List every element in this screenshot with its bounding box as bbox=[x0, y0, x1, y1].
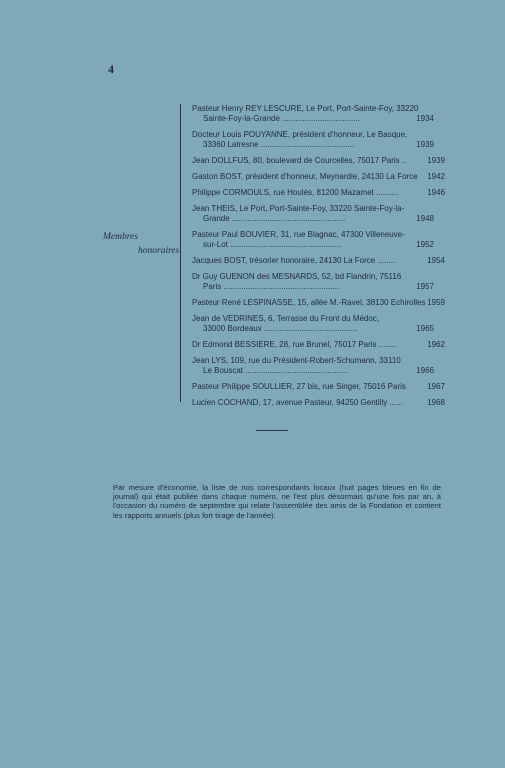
member-year: 1968 bbox=[427, 398, 445, 407]
list-item bbox=[192, 104, 444, 124]
member-line1: Gaston BOST, président d'honneur, Meynardie, 24130 La Force bbox=[192, 172, 418, 181]
member-line1: Dr Edmond BESSIERE, 28, rue Brunel, 75017 Paris ........ bbox=[192, 340, 397, 349]
separator-rule bbox=[256, 430, 288, 431]
member-line2: Sainte-Foy-la-Grande ................................... bbox=[203, 114, 360, 123]
member-line1: Jacques BOST, trésorier honoraire, 24130 La Force ........ bbox=[192, 256, 396, 265]
member-line1: Pasteur Paul BOUVIER, 31, rue Blagnac, 47300 Villeneuve- bbox=[192, 230, 405, 239]
list-item bbox=[192, 314, 444, 334]
list-item bbox=[192, 188, 444, 198]
brace-divider bbox=[180, 104, 187, 402]
member-line1: Jean THEIS, Le Port, Port-Sainte-Foy, 33220 Sainte-Foy-la- bbox=[192, 204, 405, 213]
member-line1: Jean DOLLFUS, 80, boulevard de Courcelles, 75017 Paris .. bbox=[192, 156, 407, 165]
member-line2: Paris .................................................... bbox=[203, 282, 340, 291]
member-year: 1934 bbox=[416, 114, 434, 123]
member-line2: Le Bouscat .............................................. bbox=[203, 366, 348, 375]
member-line1: Dr Guy GUENON des MESNARDS, 52, bd Flandrin, 75116 bbox=[192, 272, 402, 281]
list-item bbox=[192, 272, 444, 292]
list-item bbox=[192, 172, 444, 182]
list-item bbox=[192, 230, 444, 250]
member-list bbox=[192, 104, 444, 414]
member-year: 1962 bbox=[427, 340, 445, 349]
member-year: 1954 bbox=[427, 256, 445, 265]
member-year: 1965 bbox=[416, 324, 434, 333]
member-line1: Philippe CORMOULS, rue Houlès, 81200 Mazamet .......... bbox=[192, 188, 399, 197]
list-item bbox=[192, 398, 444, 408]
list-item bbox=[192, 156, 444, 166]
member-line1: Pasteur René LESPINASSE, 15, allée M.-Ravel, 38130 Echirolles bbox=[192, 298, 426, 307]
member-year: 1967 bbox=[427, 382, 445, 391]
member-line2: 33360 Latresne .......................................... bbox=[203, 140, 355, 149]
member-line1: Pasteur Henry REY LESCURE, Le Port, Port-Sainte-Foy, 33220 bbox=[192, 104, 419, 113]
list-item bbox=[192, 356, 444, 376]
list-item bbox=[192, 298, 444, 308]
list-item bbox=[192, 130, 444, 150]
footnote-paragraph: Par mesure d'économie, la liste de nos correspondants locaux (huit pages bleues en fin de journal) qui était publiée dans chaque numéro, ne l'est plus désormais qu'une fois par an, à l'occasion du numéro de septembre qui relate l'assemblée des amis de la Fondation et contient les rapports annuels (plus fort tirage de l'année). bbox=[113, 483, 441, 520]
member-line1: Pasteur Philippe SOULLIER, 27 bis, rue Singer, 75016 Paris bbox=[192, 382, 406, 391]
member-line1: Docteur Louis POUYANNE, président d'honneur, Le Basque, bbox=[192, 130, 408, 139]
member-year: 1948 bbox=[416, 214, 434, 223]
member-line2: 33000 Bordeaux .......................................... bbox=[203, 324, 358, 333]
section-label-line2: honoraires bbox=[138, 246, 180, 256]
member-line1: Jean de VEDRINES, 6, Terrasse du Front du Médoc, bbox=[192, 314, 380, 323]
member-line1: Lucien COCHAND, 17, avenue Pasteur, 94250 Gentilly ...... bbox=[192, 398, 403, 407]
member-year: 1942 bbox=[427, 172, 445, 181]
list-item bbox=[192, 256, 444, 266]
list-item bbox=[192, 382, 444, 392]
member-year: 1959 bbox=[427, 298, 445, 307]
member-year: 1952 bbox=[416, 240, 434, 249]
member-line1: Jean LYS, 109, rue du Président-Robert-Schumann, 33110 bbox=[192, 356, 401, 365]
member-line2: Grande ................................................... bbox=[203, 214, 346, 223]
member-year: 1939 bbox=[427, 156, 445, 165]
member-year: 1966 bbox=[416, 366, 434, 375]
member-year: 1939 bbox=[416, 140, 434, 149]
section-label-line1: Membres bbox=[103, 232, 138, 242]
list-item bbox=[192, 340, 444, 350]
page-number: 4 bbox=[108, 62, 114, 76]
member-year: 1957 bbox=[416, 282, 434, 291]
member-line2: sur-Lot .................................................. bbox=[203, 240, 342, 249]
member-year: 1946 bbox=[427, 188, 445, 197]
list-item bbox=[192, 204, 444, 224]
